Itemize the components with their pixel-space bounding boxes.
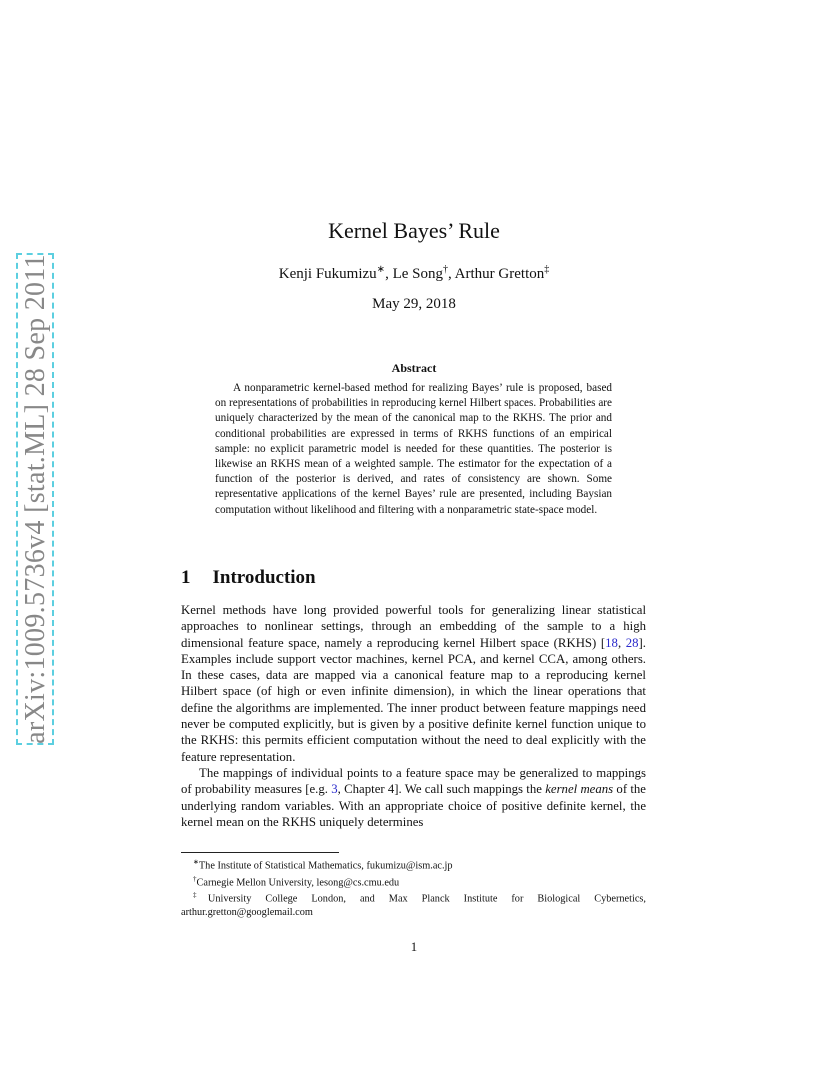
body-text xyxy=(181,602,646,830)
footnote-text: The Institute of Statistical Mathematics, fukumizu@ism.ac.jp xyxy=(198,860,453,872)
section-number: 1 xyxy=(181,567,191,588)
arxiv-identifier[interactable]: arXiv:1009.5736v4 [stat.ML] 28 Sep 2011 xyxy=(20,254,51,744)
section-title: Introduction xyxy=(212,567,316,588)
author-name: Kenji Fukumizu xyxy=(278,266,377,282)
citation-link[interactable]: 28 xyxy=(625,635,639,650)
abstract-heading: Abstract xyxy=(391,361,437,375)
footnote xyxy=(181,873,646,890)
footnote-text: Carnegie Mellon University, lesong@cs.cmu.edu xyxy=(196,877,400,889)
footnote xyxy=(181,856,646,873)
paper-title: Kernel Bayes’ Rule xyxy=(328,218,500,243)
footnote-mark: ∗ xyxy=(193,858,199,866)
author-name: Arthur Gretton xyxy=(454,266,545,282)
footnote-mark: † xyxy=(193,874,197,883)
page-number: 1 xyxy=(410,940,418,954)
author-footnote-mark[interactable]: † xyxy=(442,264,448,275)
author-separator: , xyxy=(385,266,393,282)
paragraph xyxy=(181,602,646,765)
paragraph xyxy=(181,765,646,830)
author-separator: , xyxy=(447,266,455,282)
footnote xyxy=(181,889,646,919)
author-list xyxy=(0,264,828,283)
section-heading xyxy=(181,567,316,589)
paper-date: May 29, 2018 xyxy=(372,296,456,312)
citation-link[interactable]: 18 xyxy=(605,635,618,650)
footnote-mark: ‡ xyxy=(193,891,208,900)
footnote-text: University College London, and Max Planck Institute for Biological Cybernetics, arthur.gretton@googlemail.com xyxy=(181,893,646,918)
abstract-text: A nonparametric kernel-based method for realizing Bayes’ rule is proposed, based on representations of probabilities in reproducing kernel Hilbert spaces. Probabilities are uniquely characterized by the mean of the canonical map to the RKHS. The prior and conditional probabilities are expressed in terms of RKHS functions of an empirical sample: no explicit parametric model is needed for these quantities. The posterior is likewise an RKHS mean of a weighted sample. The estimator for the expectation of a function of the posterior is derived, and rates of consistency are shown. Some representative applications of the kernel Bayes’ rule are presented, including Baysian computation without likelihood and filtering with a nonparametric state-space model. xyxy=(215,382,612,516)
text-run: of the underlying random variables. With an appropriate choice of positive definite kernel, the kernel mean on the RKHS uniquely determines xyxy=(181,782,646,829)
text-run: The mappings of individual points to a feature space may be generalized to mappings of probability measures [e.g. xyxy=(181,765,646,797)
citation-link[interactable]: 3 xyxy=(331,782,338,797)
footnote-divider xyxy=(181,852,339,853)
text-run: ]. Examples include support vector machines, kernel PCA, and kernel CCA, among others. In these cases, data are mapped via a canonical feature map to a reproducing kernel Hilbert space (of high or even infinite dimension), in which the linear operations that define the algorithms are implemented. The inner product between feature mappings need never be computed explicitly, but is given by a positive definite kernel function unique to the RKHS: this permits efficient computation without the need to deal explicitly with the feature representation. xyxy=(181,635,646,764)
author-footnote-mark[interactable]: ∗ xyxy=(376,264,386,275)
author-name: Le Song xyxy=(392,266,443,282)
text-run: Kernel methods have long provided powerful tools for generalizing linear statistical approaches to nonlinear settings, through an embedding of the sample to a high dimensional feature space, namely a reproducing kernel Hilbert space (RKHS) [ xyxy=(181,603,646,650)
text-run: , Chapter 4]. We call such mappings the xyxy=(337,782,546,797)
footnotes xyxy=(181,856,646,919)
author-footnote-mark[interactable]: ‡ xyxy=(544,264,550,275)
emphasis-text: kernel means xyxy=(545,782,614,797)
text-run: , xyxy=(617,635,626,650)
